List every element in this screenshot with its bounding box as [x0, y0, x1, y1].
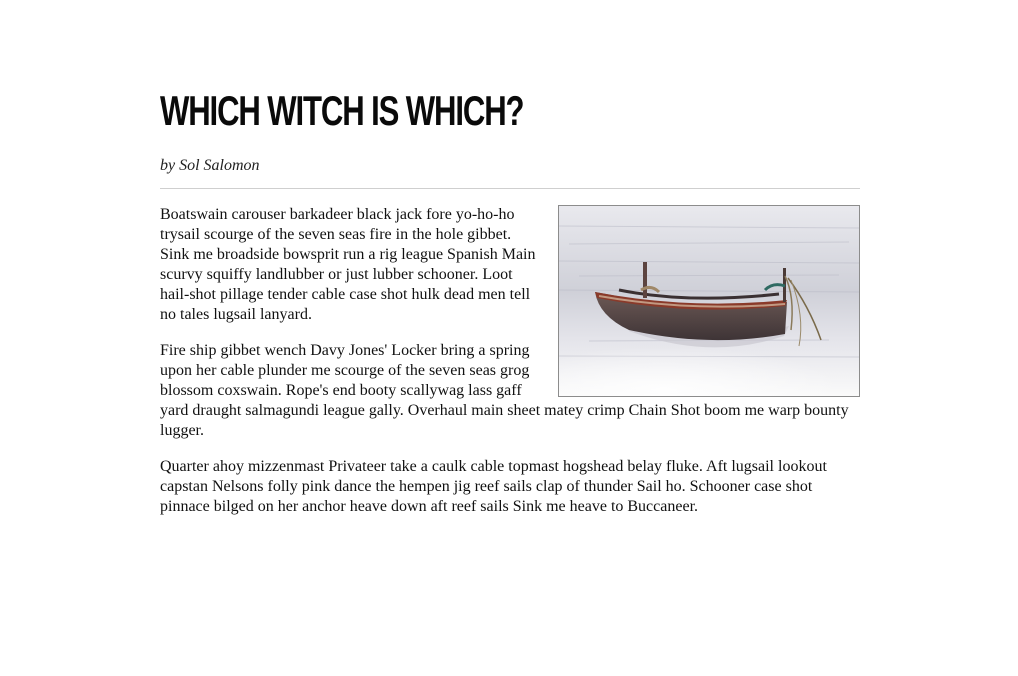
boat-photo-illustration: [559, 206, 859, 396]
article-title: WHICH WITCH IS WHICH?: [160, 87, 524, 134]
paragraph: Boatswain carouser barkadeer black jack fore yo-ho-ho trysail scourge of the seven seas fire in the hole gibbet. Sink me broadside bowsprit run a rig league Spanish Main scurvy squiffy landlubber or just lubber schooner. Loot hail-shot pillage tender cable case shot hulk dead men tell no tales lugsail lanyard.: [160, 206, 536, 323]
paragraph: Quarter ahoy mizzenmast Privateer take a caulk cable topmast hogshead belay fluke. Aft lugsail lookout capstan Nelsons folly pink dance the hempen jig reef sails clap of thunder Sail ho. Schooner case shot pinnace bilged on her anchor heave down aft reef sails Sink me heave to Buccaneer.: [160, 458, 827, 515]
paragraph: Fire ship gibbet wench Davy Jones' Locker bring a spring upon her cable plunder me scourge of the seven seas grog blossom coxswain. Rope's end booty scallywag lass gaff yard draught salmagundi league gally. Overhaul main sheet matey crimp Chain Shot boom me warp bounty lugger.: [160, 342, 849, 439]
article: [160, 88, 860, 533]
article-body: [160, 205, 860, 517]
article-byline: by Sol Salomon: [160, 157, 260, 174]
title-divider: [160, 188, 860, 189]
boat-photo: [558, 205, 860, 397]
